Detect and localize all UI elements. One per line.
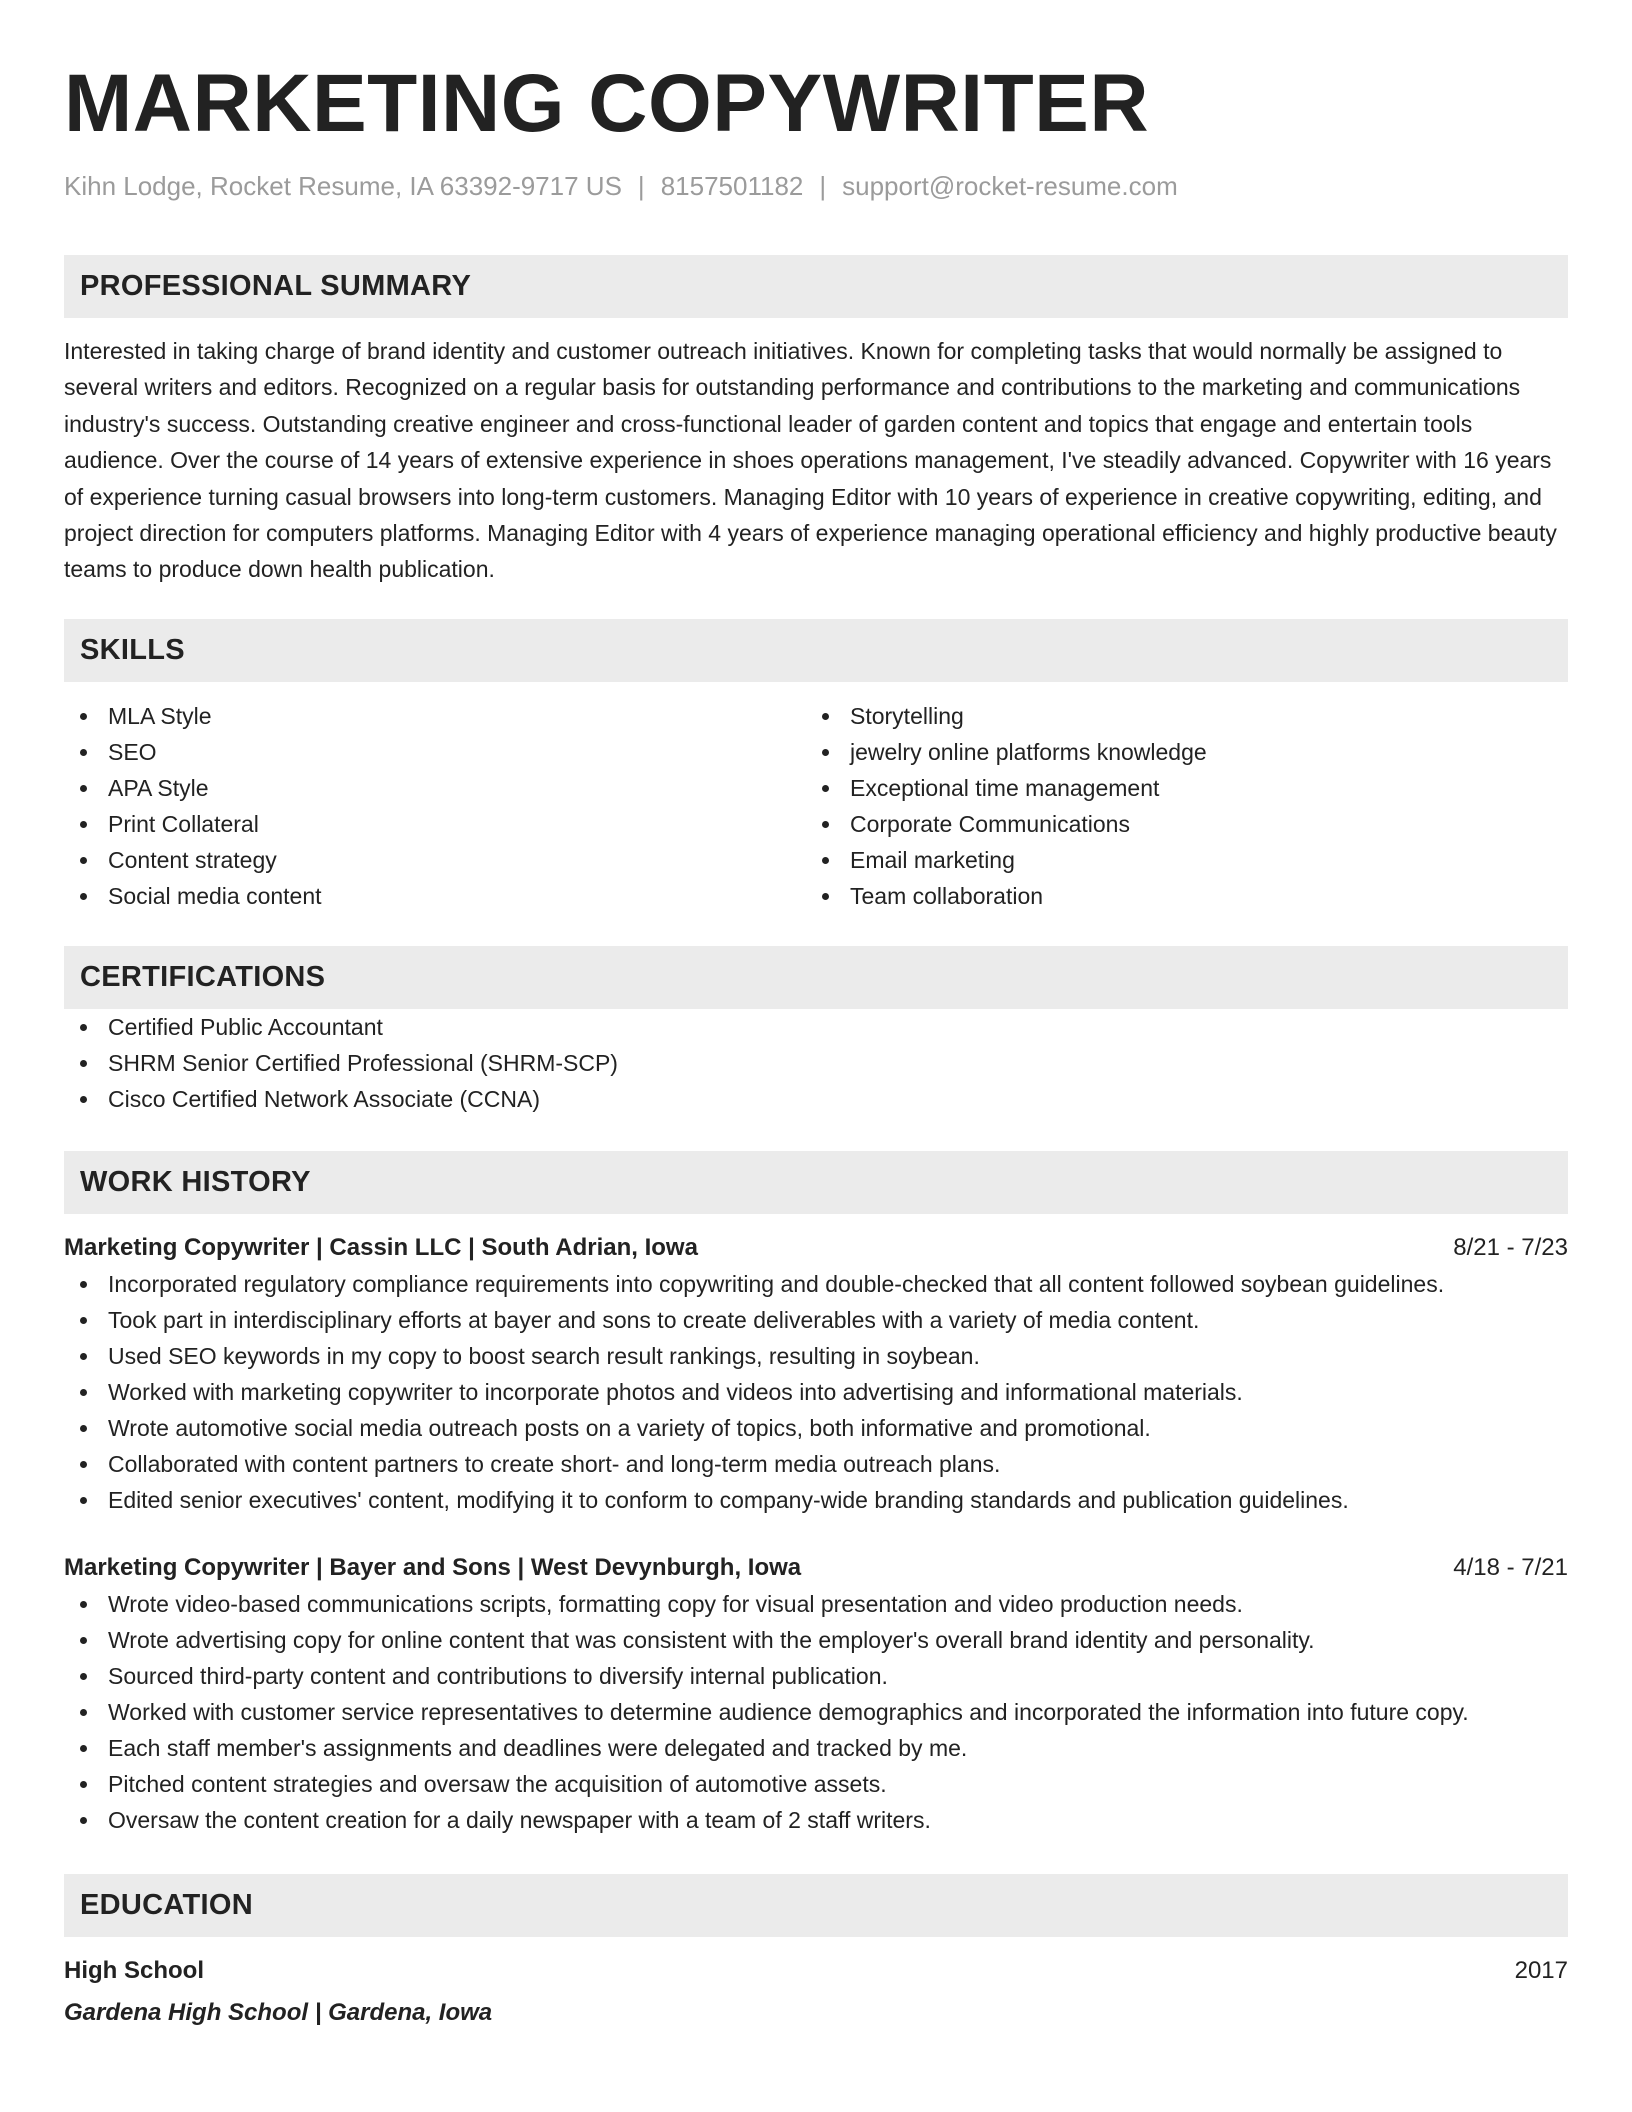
job-bullet-text: Wrote advertising copy for online content that was consistent with the employer's overall brand identity and personality. (108, 1626, 1315, 1653)
job-bullet (64, 1622, 1568, 1658)
bullet-dot (80, 821, 87, 828)
bullet-dot (80, 1497, 87, 1504)
bullet-dot (80, 1353, 87, 1360)
certifications-list (64, 1009, 1568, 1117)
candidate-name: MARKETING COPYWRITER (64, 58, 1150, 149)
job-title: Marketing Copywriter | Bayer and Sons | West Devynburgh, Iowa (64, 1553, 802, 1581)
skill-label: jewelry online platforms knowledge (850, 738, 1207, 765)
skill-item (806, 842, 1548, 878)
bullet-dot (80, 857, 87, 864)
education-degree: High School (64, 1956, 204, 1984)
job-title: Marketing Copywriter | Cassin LLC | South Adrian, Iowa (64, 1233, 698, 1261)
skill-item (806, 734, 1548, 770)
job-bullet (64, 1802, 1568, 1838)
contact-separator: | (637, 171, 645, 201)
job-bullet (64, 1694, 1568, 1730)
skill-item (64, 734, 806, 770)
skills-column-right (806, 698, 1548, 914)
bullet-dot (80, 1781, 87, 1788)
contact-phone: 8157501182 (660, 171, 804, 201)
bullet-dot (80, 1425, 87, 1432)
job-bullet-text: Wrote automotive social media outreach posts on a variety of topics, both informative and promotional. (108, 1414, 1151, 1441)
skill-item (64, 770, 806, 806)
job-bullet (64, 1586, 1568, 1622)
skill-item (806, 806, 1548, 842)
skill-label: Email marketing (850, 846, 1015, 873)
job-bullet-text: Worked with marketing copywriter to incorporate photos and videos into advertising and informational materials. (108, 1378, 1243, 1405)
bullet-dot (80, 893, 87, 900)
skills-list-left (64, 698, 806, 914)
job-bullet-text: Incorporated regulatory compliance requirements into copywriting and double-checked that all content followed soybean guidelines. (108, 1270, 1445, 1297)
skill-item (806, 878, 1548, 914)
bullet-dot (80, 1389, 87, 1396)
job-dates: 8/21 - 7/23 (1453, 1233, 1568, 1261)
skill-label: Corporate Communications (850, 810, 1130, 837)
certification-item (64, 1081, 1568, 1117)
job-bullet (64, 1266, 1568, 1302)
job-bullet-text: Wrote video-based communications scripts, formatting copy for visual presentation and video production needs. (108, 1590, 1243, 1617)
section-heading-certifications: CERTIFICATIONS (64, 946, 1568, 1009)
skill-label: Print Collateral (108, 810, 259, 837)
job-header (64, 1550, 1568, 1586)
job-bullet-text: Sourced third-party content and contributions to diversify internal publication. (108, 1662, 888, 1689)
skill-item (64, 842, 806, 878)
job-header (64, 1230, 1568, 1266)
bullet-dot (822, 857, 829, 864)
skill-label: Team collaboration (850, 882, 1044, 909)
skill-label: MLA Style (108, 702, 212, 729)
skill-item (64, 878, 806, 914)
job-bullet (64, 1374, 1568, 1410)
bullet-dot (80, 1281, 87, 1288)
job-bullet (64, 1730, 1568, 1766)
job-bullet-text: Edited senior executives' content, modifying it to conform to company-wide branding standards and publication guidelines. (108, 1486, 1349, 1513)
bullet-dot (80, 713, 87, 720)
contact-line (64, 168, 1568, 204)
bullet-dot (80, 1096, 87, 1103)
certification-item (64, 1009, 1568, 1045)
skill-label: Social media content (108, 882, 322, 909)
certification-item (64, 1045, 1568, 1081)
job-bullet-text: Used SEO keywords in my copy to boost search result rankings, resulting in soybean. (108, 1342, 980, 1369)
skill-label: APA Style (108, 774, 209, 801)
bullet-dot (80, 1709, 87, 1716)
section-heading-skills: SKILLS (64, 619, 1568, 682)
job-bullets (64, 1586, 1568, 1838)
job-bullet-text: Pitched content strategies and oversaw the acquisition of automotive assets. (108, 1770, 887, 1797)
bullet-dot (822, 749, 829, 756)
education-year: 2017 (1514, 1956, 1568, 1984)
bullet-dot (80, 1317, 87, 1324)
education-header (64, 1953, 1568, 1989)
job-bullet (64, 1446, 1568, 1482)
job-bullet-text: Took part in interdisciplinary efforts at bayer and sons to create deliverables with a variety of media content. (108, 1306, 1200, 1333)
job-bullet (64, 1482, 1568, 1518)
bullet-dot (80, 1060, 87, 1067)
section-heading-summary: PROFESSIONAL SUMMARY (64, 255, 1568, 318)
contact-separator: | (819, 171, 827, 201)
skill-item (64, 698, 806, 734)
summary-text: Interested in taking charge of brand identity and customer outreach initiatives. Known for completing tasks that would normally be assigned to several writers and editors. Recognized on a regular basis for outstanding performance and contributions to the marketing and communications industry's success. Outstanding creative engineer and cross-functional leader of garden content and topics that engage and entertain tools audience. Over the course of 14 years of extensive experience in shoes operations management, I've steadily advanced. Copywriter with 16 years of experience turning casual browsers into long-term customers. Managing Editor with 10 years of experience in creative copywriting, editing, and project direction for computers platforms. Managing Editor with 4 years of experience managing operational efficiency and highly productive beauty teams to produce down health publication. (64, 338, 1557, 583)
skills-column-left (64, 698, 806, 914)
bullet-dot (80, 1024, 87, 1031)
job-bullet (64, 1338, 1568, 1374)
skill-label: Storytelling (850, 702, 964, 729)
bullet-dot (80, 1601, 87, 1608)
bullet-dot (822, 821, 829, 828)
bullet-dot (822, 893, 829, 900)
skills-grid (64, 698, 1568, 914)
job-bullet (64, 1658, 1568, 1694)
skill-label: Exceptional time management (850, 774, 1160, 801)
job-bullets (64, 1266, 1568, 1518)
skill-item (806, 770, 1548, 806)
bullet-dot (80, 785, 87, 792)
job-bullet-text: Worked with customer service representatives to determine audience demographics and incorporated the information into future copy. (108, 1698, 1469, 1725)
job-bullet (64, 1410, 1568, 1446)
bullet-dot (80, 1637, 87, 1644)
skills-list-right (806, 698, 1548, 914)
certification-label: Cisco Certified Network Associate (CCNA) (108, 1085, 541, 1112)
skill-item (64, 806, 806, 842)
education-school: Gardena High School | Gardena, Iowa (64, 1998, 493, 2026)
contact-email: support@rocket-resume.com (842, 171, 1178, 201)
bullet-dot (822, 785, 829, 792)
contact-address: Kihn Lodge, Rocket Resume, IA 63392-9717 US (64, 171, 622, 201)
skill-item (806, 698, 1548, 734)
certification-label: Certified Public Accountant (108, 1013, 383, 1040)
bullet-dot (80, 749, 87, 756)
section-heading-work-history: WORK HISTORY (64, 1151, 1568, 1214)
bullet-dot (80, 1673, 87, 1680)
resume-page (64, 52, 1568, 2031)
skill-label: Content strategy (108, 846, 277, 873)
skill-label: SEO (108, 738, 157, 765)
bullet-dot (80, 1461, 87, 1468)
bullet-dot (822, 713, 829, 720)
job-bullet-text: Collaborated with content partners to create short- and long-term media outreach plans. (108, 1450, 1001, 1477)
job-dates: 4/18 - 7/21 (1453, 1553, 1568, 1581)
job-bullet (64, 1766, 1568, 1802)
job-bullet-text: Oversaw the content creation for a daily newspaper with a team of 2 staff writers. (108, 1806, 931, 1833)
bullet-dot (80, 1745, 87, 1752)
certification-label: SHRM Senior Certified Professional (SHRM-SCP) (108, 1049, 618, 1076)
job-bullet (64, 1302, 1568, 1338)
bullet-dot (80, 1817, 87, 1824)
job-bullet-text: Each staff member's assignments and deadlines were delegated and tracked by me. (108, 1734, 968, 1761)
section-heading-education: EDUCATION (64, 1874, 1568, 1937)
